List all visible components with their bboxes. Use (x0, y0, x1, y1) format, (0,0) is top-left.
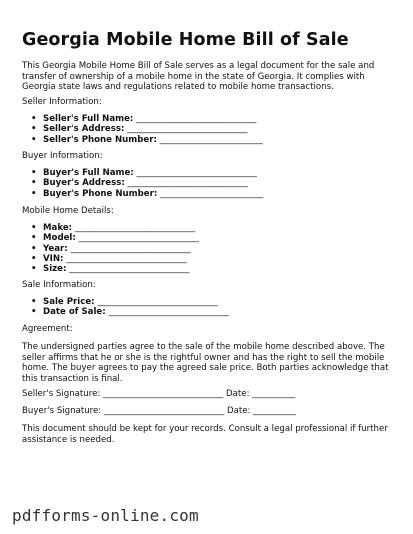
sale-heading: Sale Information: (22, 280, 96, 290)
buyer-list (31, 168, 263, 199)
list-item: • Year: ____________________________ (31, 244, 199, 254)
seller-list (31, 114, 263, 145)
list-item: • Buyer's Phone Number: ________________________ (31, 189, 263, 199)
home-list (31, 223, 199, 274)
sale-list (31, 297, 229, 318)
list-item: • Seller's Address: ____________________________ (31, 124, 263, 134)
list-item: • Buyer's Full Name: ____________________________ (31, 168, 263, 178)
agreement-paragraph: The undersigned parties agree to the sale of the mobile home described above. The seller affirms that he or she is the rightful owner and has the right to sell the mobile home. The buyer agrees to pay the agreed sale price. Both parties acknowledge that this transaction is final. (22, 342, 389, 384)
list-item: • Seller's Phone Number: ________________________ (31, 135, 263, 145)
footer-watermark: pdfforms-online.com (12, 506, 199, 525)
buyer-signature-line: Buyer's Signature: ____________________________ Date: __________ (22, 406, 297, 416)
intro-paragraph: This Georgia Mobile Home Bill of Sale serves as a legal document for the sale and transfer of ownership of a mobile home in the state of Georgia. It complies with Georgia state laws and regulations related to mobile home transactions. (22, 61, 375, 93)
list-item: • Sale Price: ____________________________ (31, 297, 229, 307)
home-heading: Mobile Home Details: (22, 206, 114, 216)
list-item: • Model: ____________________________ (31, 233, 199, 243)
seller-heading: Seller Information: (22, 97, 102, 107)
list-item: • Size: ____________________________ (31, 264, 199, 274)
list-item: • Date of Sale: ____________________________ (31, 307, 229, 317)
list-item: • Seller's Full Name: ____________________________ (31, 114, 263, 124)
seller-signature-line: Seller's Signature: ____________________________ Date: __________ (22, 389, 296, 399)
document-title: Georgia Mobile Home Bill of Sale (22, 30, 349, 50)
buyer-heading: Buyer Information: (22, 151, 103, 161)
list-item: • VIN: ____________________________ (31, 254, 199, 264)
closing-paragraph: This document should be kept for your records. Consult a legal professional if further assistance is needed. (22, 424, 388, 445)
list-item: • Make: ____________________________ (31, 223, 199, 233)
agreement-heading: Agreement: (22, 324, 73, 334)
list-item: • Buyer's Address: ____________________________ (31, 178, 263, 188)
